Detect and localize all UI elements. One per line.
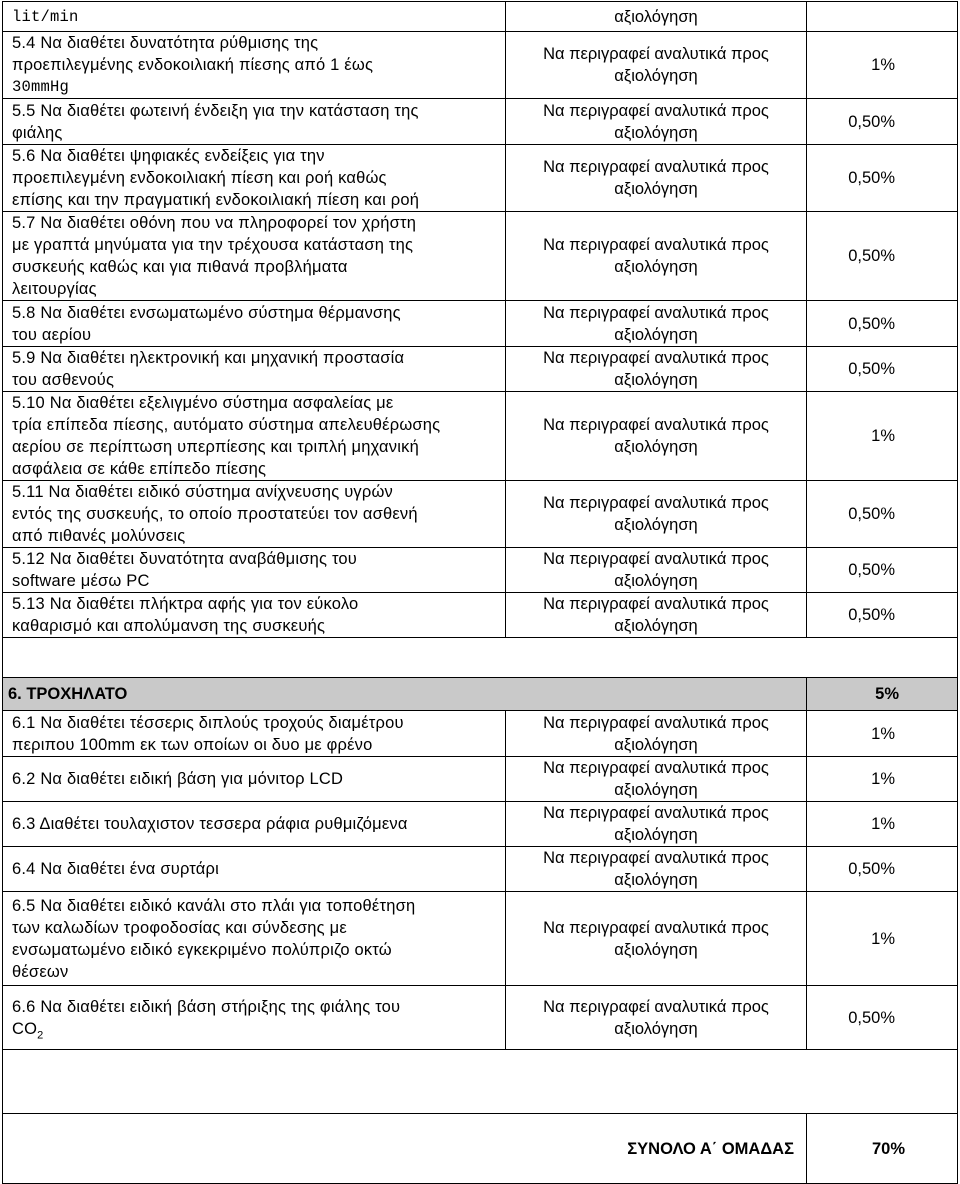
response-line-2: αξιολόγηση (614, 826, 698, 844)
weight-cell: 0,50% (807, 347, 958, 392)
table-row-6-6 (3, 986, 958, 1050)
requirement-line: του ασθενούς (12, 371, 115, 389)
requirement-line: 6.1 Να διαθέτει τέσσερις διπλούς τροχούς διαμέτρου (12, 713, 404, 732)
response-line-2: αξιολόγηση (614, 180, 698, 198)
response-cell (506, 2, 807, 32)
requirement-cell (3, 847, 506, 892)
response-line-2: αξιολόγηση (614, 617, 698, 635)
requirement-line: προεπιλεγμένη ενδοκοιλιακή πίεση και ροή καθώς (12, 169, 387, 187)
response-line-1: Να περιγραφεί αναλυτικά προς (543, 804, 769, 822)
response-line-1: Να περιγραφεί αναλυτικά προς (543, 997, 769, 1016)
response-line-2: αξιολόγηση (614, 67, 698, 85)
response-line-2: αξιολόγηση (614, 516, 698, 534)
weight-cell: 0,50% (807, 99, 958, 145)
response-cell (506, 847, 807, 892)
response-cell (506, 548, 807, 593)
table-row-spacer (3, 1050, 958, 1114)
section-title: 6. ΤΡΟΧΗΛΑΤΟ (3, 678, 807, 711)
total-value: 70% (807, 1114, 958, 1184)
section-header-row (3, 678, 958, 711)
table-row-6-1 (3, 711, 958, 757)
table-row-5-9 (3, 347, 958, 392)
table-row-6-5 (3, 892, 958, 986)
requirement-line: 5.5 Να διαθέτει φωτεινή ένδειξη για την κατάσταση της (12, 101, 419, 120)
weight-cell: 0,50% (807, 986, 958, 1050)
weight-cell: 0,50% (807, 593, 958, 638)
requirement-line: εντός της συσκευής, το οποίο προστατεύει τον ασθενή (12, 505, 418, 523)
requirement-line: λειτουργίας (12, 280, 97, 298)
weight-cell (807, 2, 958, 32)
weight-cell: 0,50% (807, 481, 958, 548)
response-line-1: Να περιγραφεί αναλυτικά προς (543, 550, 769, 568)
requirement-line: επίσης και την πραγματική ενδοκοιλιακή πίεση και ροή (12, 191, 420, 209)
requirement-line: αερίου σε περίπτωση υπερπίεσης και τριπλή μηχανική (12, 438, 419, 456)
table-row-5-5 (3, 99, 958, 145)
table-row-5-6 (3, 145, 958, 212)
requirement-line: 6.6 Να διαθέτει ειδική βάση στήριξης της φιάλης του (12, 997, 401, 1016)
requirement-cell (3, 99, 506, 145)
response-line-2: αξιολόγηση (614, 781, 698, 799)
weight-cell: 1% (807, 392, 958, 481)
requirement-line: του αερίου (12, 325, 92, 344)
total-row (3, 1114, 958, 1184)
response-line-1: Να περιγραφεί αναλυτικά προς (543, 303, 769, 322)
requirement-cell (3, 986, 506, 1050)
table-row-6-3 (3, 802, 958, 847)
weight-cell: 0,50% (807, 145, 958, 212)
requirement-cell (3, 347, 506, 392)
specs-table (2, 1, 958, 1184)
response-cell (506, 802, 807, 847)
requirement-line: 6.4 Να διαθέτει ένα συρτάρι (12, 860, 219, 878)
response-line-1: Να περιγραφεί αναλυτικά προς (543, 918, 769, 937)
requirement-cell (3, 481, 506, 548)
table-row-5-7 (3, 212, 958, 301)
requirement-line: από πιθανές μολύνσεις (12, 527, 186, 545)
response-line-1: Να περιγραφεί αναλυτικά προς (543, 759, 769, 777)
response-line-2: αξιολόγηση (614, 735, 698, 754)
response-cell (506, 757, 807, 802)
weight-cell: 0,50% (807, 847, 958, 892)
weight-cell: 1% (807, 757, 958, 802)
requirement-line: περιπου 100mm εκ των οποίων οι δυο με φρένο (12, 735, 373, 754)
requirement-line: καθαρισμό και απολύμανση της συσκευής (12, 617, 326, 635)
section-weight: 5% (807, 678, 958, 711)
requirement-line: 30mmHg (12, 78, 70, 96)
weight-cell: 1% (807, 711, 958, 757)
requirement-line: 6.3 Διαθέτει τουλαχιστον τεσσερα ράφια ρυθμιζόμενα (12, 815, 408, 833)
response-line-1: Να περιγραφεί αναλυτικά προς (543, 416, 769, 434)
response-line-2: αξιολόγηση (614, 325, 698, 344)
requirement-cell (3, 593, 506, 638)
total-label: ΣΥΝΟΛΟ Α΄ ΟΜΑΔΑΣ (3, 1114, 807, 1184)
response-line-2: αξιολόγηση (614, 258, 698, 276)
response-line-2: αξιολόγηση (614, 940, 698, 959)
response-line-1: Να περιγραφεί αναλυτικά προς (543, 45, 769, 63)
requirement-cell (3, 392, 506, 481)
specs-table-body (3, 2, 958, 1184)
co2-text: CO (12, 1019, 38, 1038)
weight-cell: 0,50% (807, 548, 958, 593)
requirement-cell (3, 892, 506, 986)
requirement-cell (3, 145, 506, 212)
table-row-6-2 (3, 757, 958, 802)
response-line-2: αξιολόγηση (614, 438, 698, 456)
response-line-1: Να περιγραφεί αναλυτικά προς (543, 349, 769, 367)
table-row-5-13 (3, 593, 958, 638)
response-cell (506, 711, 807, 757)
requirement-line: ασφάλεια σε κάθε επίπεδο πίεσης (12, 460, 267, 478)
requirement-line: προεπιλεγμένης ενδοκοιλιακή πίεσης από 1 έως (12, 56, 374, 74)
response-line-1: Να περιγραφεί αναλυτικά προς (543, 236, 769, 254)
response-line-1: Να περιγραφεί αναλυτικά προς (543, 595, 769, 613)
response-cell (506, 301, 807, 347)
table-row-5-8 (3, 301, 958, 347)
requirement-line: 5.10 Να διαθέτει εξελιγμένο σύστημα ασφαλείας με (12, 394, 394, 412)
response-line-1: Να περιγραφεί αναλυτικά προς (543, 158, 769, 176)
response-line-1: Να περιγραφεί αναλυτικά προς (543, 849, 769, 867)
response-line-2: αξιολόγηση (614, 7, 698, 26)
requirement-line: software μέσω PC (12, 572, 150, 590)
requirement-cell (3, 301, 506, 347)
requirement-line: 5.11 Να διαθέτει ειδικό σύστημα ανίχνευσης υγρών (12, 483, 393, 501)
response-line-2: αξιολόγηση (614, 123, 698, 142)
requirement-cell (3, 2, 506, 32)
response-cell (506, 986, 807, 1050)
requirement-line: 5.13 Να διαθέτει πλήκτρα αφής για τον εύκολο (12, 595, 359, 613)
requirement-cell (3, 548, 506, 593)
requirement-cell (3, 802, 506, 847)
unit-text: lit/min (12, 8, 79, 26)
table-row-top (3, 2, 958, 32)
response-cell (506, 347, 807, 392)
response-line-2: αξιολόγηση (614, 371, 698, 389)
requirement-line: συσκευής καθώς και για πιθανά προβλήματα (12, 258, 348, 276)
requirement-line: των καλωδίων τροφοδοσίας και σύνδεσης με (12, 918, 347, 937)
requirement-line: με γραπτά μηνύματα για την τρέχουσα κατάσταση της (12, 236, 414, 254)
requirement-line: φιάλης (12, 123, 63, 142)
response-cell (506, 212, 807, 301)
response-cell (506, 593, 807, 638)
requirement-cell (3, 32, 506, 99)
response-cell (506, 99, 807, 145)
response-cell (506, 32, 807, 99)
response-line-1: Να περιγραφεί αναλυτικά προς (543, 101, 769, 120)
requirement-line: 5.8 Να διαθέτει ενσωματωμένο σύστημα θέρμανσης (12, 303, 401, 322)
requirement-line: τρία επίπεδα πίεσης, αυτόματο σύστημα απελευθέρωσης (12, 416, 441, 434)
weight-cell: 0,50% (807, 212, 958, 301)
co2-label (12, 1018, 500, 1040)
response-cell (506, 392, 807, 481)
requirement-line: 5.4 Να διαθέτει δυνατότητα ρύθμισης της (12, 34, 319, 52)
table-row-5-4 (3, 32, 958, 99)
response-line-2: αξιολόγηση (614, 871, 698, 889)
requirement-line: 5.6 Να διαθέτει ψηφιακές ενδείξεις για την (12, 147, 325, 165)
requirement-cell (3, 212, 506, 301)
weight-cell: 1% (807, 802, 958, 847)
response-line-2: αξιολόγηση (614, 1019, 698, 1038)
table-row-spacer (3, 638, 958, 678)
response-cell (506, 892, 807, 986)
response-line-1: Να περιγραφεί αναλυτικά προς (543, 713, 769, 732)
requirement-line: θέσεων (12, 962, 69, 981)
weight-cell: 1% (807, 892, 958, 986)
response-line-2: αξιολόγηση (614, 572, 698, 590)
weight-cell: 1% (807, 32, 958, 99)
requirement-line: 6.5 Να διαθέτει ειδικό κανάλι στο πλάι για τοποθέτηση (12, 896, 416, 915)
requirement-line: 5.12 Να διαθέτει δυνατότητα αναβάθμισης του (12, 550, 358, 568)
spacer-cell (3, 638, 958, 678)
requirement-cell (3, 711, 506, 757)
requirement-line: 5.9 Να διαθέτει ηλεκτρονική και μηχανική προστασία (12, 349, 405, 367)
table-row-5-12 (3, 548, 958, 593)
response-line-1: Να περιγραφεί αναλυτικά προς (543, 494, 769, 512)
requirement-line: ενσωματωμένο ειδικό εγκεκριμένο πολύπριζο οκτώ (12, 940, 392, 959)
requirement-line: 6.2 Να διαθέτει ειδική βάση για μόνιτορ LCD (12, 770, 344, 788)
weight-cell: 0,50% (807, 301, 958, 347)
co2-subscript: 2 (37, 1028, 44, 1041)
spacer-cell (3, 1050, 958, 1114)
table-row-5-10 (3, 392, 958, 481)
table-row-5-11 (3, 481, 958, 548)
table-row-6-4 (3, 847, 958, 892)
requirement-line: 5.7 Να διαθέτει οθόνη που να πληροφορεί τον χρήστη (12, 214, 417, 232)
response-cell (506, 145, 807, 212)
requirement-cell (3, 757, 506, 802)
response-cell (506, 481, 807, 548)
